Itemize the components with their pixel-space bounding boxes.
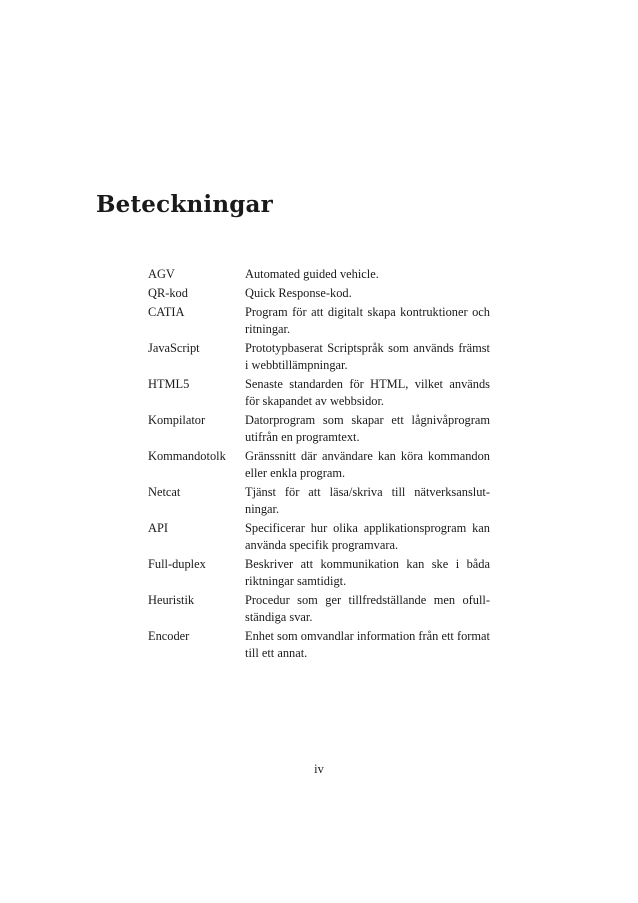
glossary-entry [148,484,490,518]
glossary-definition: Gränssnitt där användare kan köra kommandon eller enkla program. [245,449,490,480]
glossary-entry [148,266,490,283]
glossary-term: QR-kod [148,286,188,300]
glossary-entry [148,376,490,410]
chapter-title: Beteckningar [96,191,273,218]
glossary-term: Netcat [148,485,181,499]
page-number: iv [314,762,324,776]
glossary-definition: Tjänst för att läsa/skriva till nätverksanslutningar. [245,485,490,516]
glossary-term: Heuristik [148,593,195,607]
glossary-term: API [148,521,168,535]
glossary-definition: Program för att digitalt skapa kontruktioner och ritningar. [245,305,490,336]
glossary-definition: Beskriver att kommunikation kan ske i båda riktningar samtidigt. [245,557,490,588]
glossary-definition: Specificerar hur olika applikationsprogram kan använda specifik programvara. [245,521,490,552]
glossary-entry [148,304,490,338]
glossary-term: AGV [148,267,175,281]
glossary-entry [148,520,490,554]
glossary-definition: Prototypbaserat Scriptspråk som används främst i webbtillämpningar. [245,341,490,372]
glossary-entry [148,285,490,302]
glossary-entry [148,628,490,662]
glossary-term: Encoder [148,629,190,643]
glossary-term: Kompilator [148,413,206,427]
glossary-entry [148,592,490,626]
glossary-term: HTML5 [148,377,190,391]
glossary-entry [148,556,490,590]
glossary-definition: Automated guided vehicle. [245,267,379,281]
glossary-term: JavaScript [148,341,200,355]
glossary-entry [148,448,490,482]
glossary-term: Kommandotolk [148,449,226,463]
glossary-definition: Datorprogram som skapar ett lågnivåprogram utifrån en programtext. [245,413,490,444]
glossary-entry [148,340,490,374]
glossary-list [148,266,490,664]
glossary-definition: Quick Response-kod. [245,286,352,300]
glossary-term: Full-duplex [148,557,206,571]
glossary-definition: Procedur som ger tillfredställande men ofullständiga svar. [245,593,490,624]
glossary-definition: Enhet som omvandlar information från ett format till ett annat. [245,629,490,660]
glossary-definition: Senaste standarden för HTML, vilket används för skapandet av webbsidor. [245,377,490,408]
glossary-entry [148,412,490,446]
glossary-term: CATIA [148,305,185,319]
